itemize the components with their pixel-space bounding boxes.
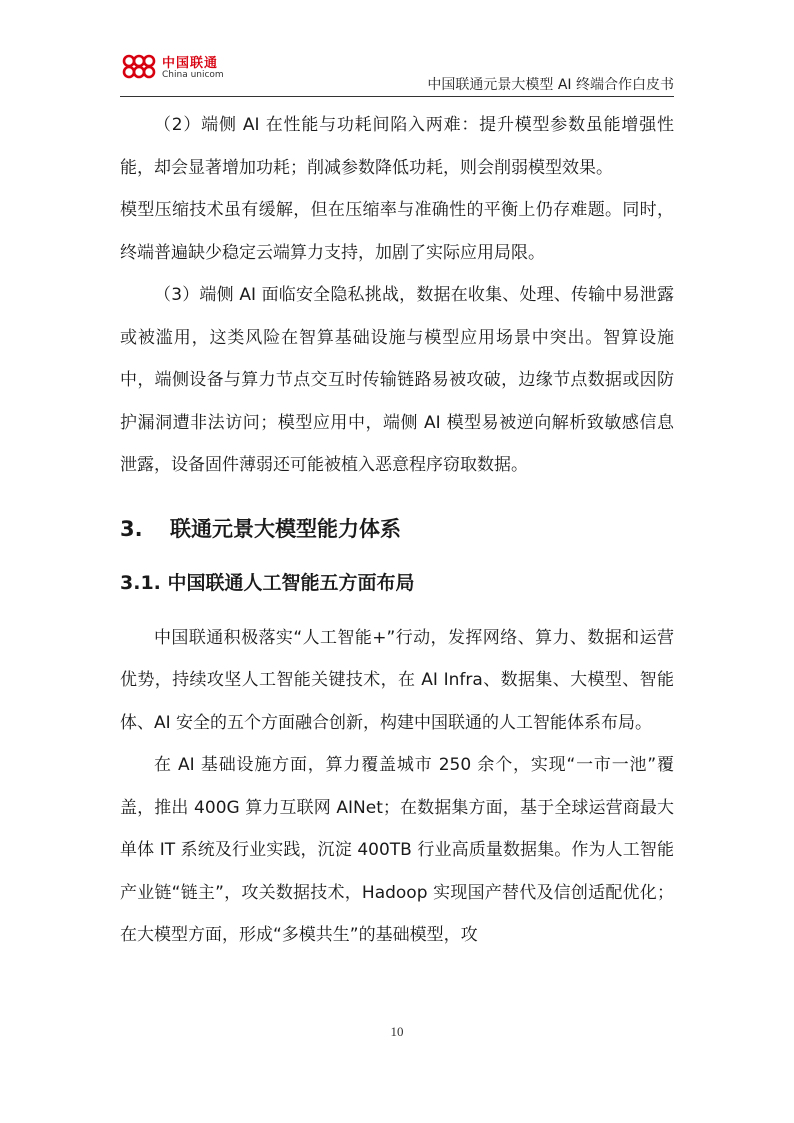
page-header (120, 44, 674, 96)
section-heading (120, 509, 674, 549)
paragraph-security-privacy: （3）端侧 AI 面临安全隐私挑战，数据在收集、处理、传输中易泄露或被滥用，这类风险在智算基础设施与模型应用场景中突出。智算设施中，端侧设备与算力节点交互时传输链路易被攻破，边缘节点数据或因防护漏洞遭非法访问；模型应用中，端侧 AI 模型易被逆向解析致敏感信息泄露，设备固件薄弱还可能被植入恶意程序窃取数据。 (120, 285, 674, 475)
section-number: 3. (120, 516, 143, 541)
logo-english-text: China unicom (162, 70, 224, 80)
paragraph-ai-infrastructure: 在 AI 基础设施方面，算力覆盖城市 250 余个，实现“一市一池”覆盖，推出 400G 算力互联网 AINet；在数据集方面，基于全球运营商最大单体 IT 系统及行业实践，沉淀 400TB 行业高质量数据集。作为人工智能产业链“链主”，攻关数据技术，Hadoop 实现国产替代及信创适配优化；在大模型方面，形成“多模共生”的基础模型，攻 (120, 755, 674, 945)
paragraph-compression: 模型压缩技术虽有缓解，但在压缩率与准确性的平衡上仍存难题。同时，终端普遍缺少稳定云端算力支持，加剧了实际应用局限。 (120, 200, 674, 263)
page-body (120, 104, 674, 957)
subsection-title: 中国联通人工智能五方面布局 (167, 571, 415, 594)
section-title: 联通元景大模型能力体系 (170, 516, 401, 541)
document-title: 中国联通元景大模型 AI 终端合作白皮书 (427, 77, 674, 93)
paragraph-ai-plus: 中国联通积极落实“人工智能+”行动，发挥网络、算力、数据和运营优势，持续攻坚人工智能关键技术，在 AI Infra、数据集、大模型、智能体、AI 安全的五个方面融合创新，构建中国联通的人工智能体系布局。 (120, 627, 674, 733)
page-number: 10 (390, 1024, 404, 1039)
subsection-heading (120, 563, 674, 603)
paragraph-performance-power: （2）端侧 AI 在性能与功耗间陷入两难：提升模型参数虽能增强性能，却会显著增加功耗；削减参数降低功耗，则会削弱模型效果。 (120, 115, 674, 178)
header-divider (120, 96, 674, 97)
logo-chinese-text: 中国联通 (162, 56, 219, 71)
china-unicom-logo (120, 50, 240, 86)
unicom-knot-icon (120, 52, 158, 82)
subsection-number: 3.1. (120, 571, 161, 594)
